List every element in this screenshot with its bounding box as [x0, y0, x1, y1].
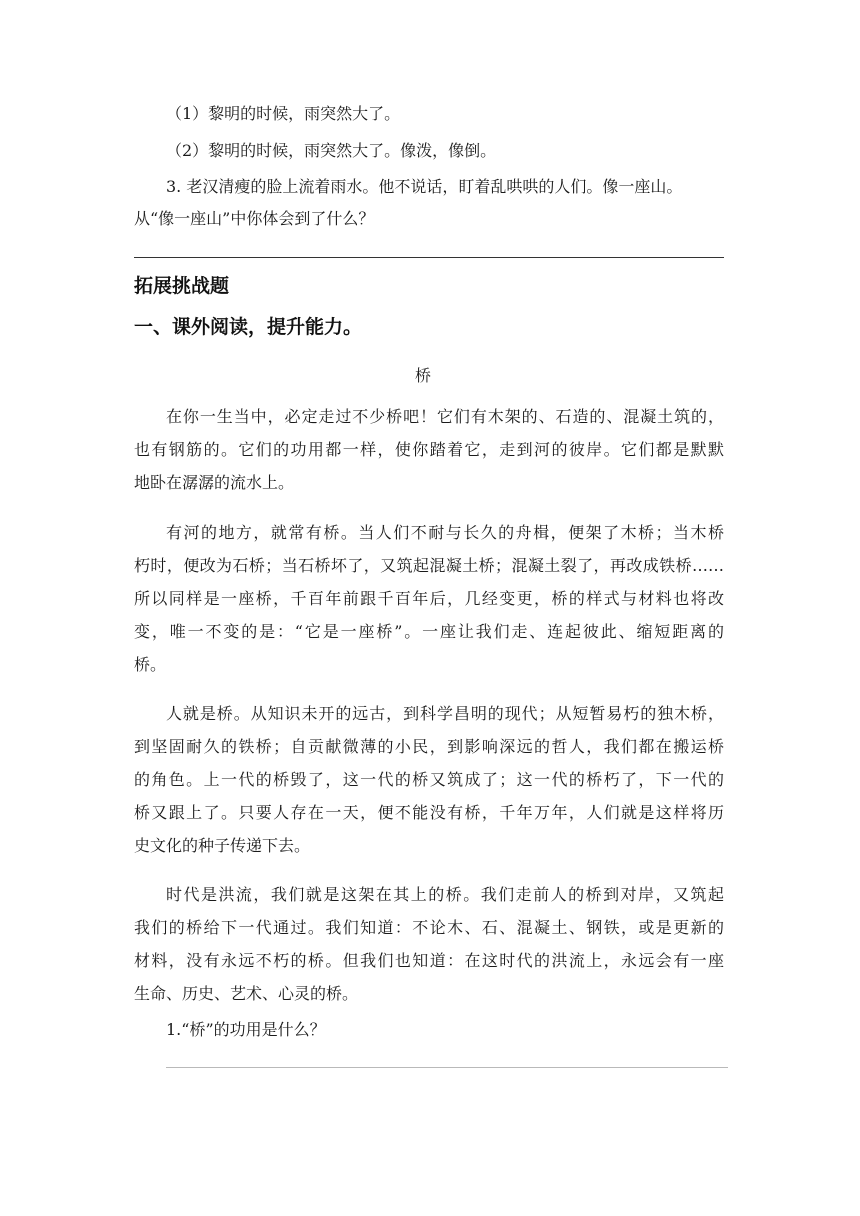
article-p3-line-2: 到坚固耐久的铁桥；自贡献微薄的小民，到影响深远的哲人，我们都在搬运桥: [134, 737, 724, 756]
article-title: 桥: [415, 366, 432, 385]
answer-line-q3: [134, 257, 724, 258]
item-2-text: （2）黎明的时候，雨突然大了。像泼，像倒。: [166, 141, 497, 160]
question-1-text: 1.“桥”的功用是什么？: [166, 1020, 326, 1039]
article-p4-line-2: 我们的桥给下一代通过。我们知道：不论木、石、混凝土、钢铁，或是更新的: [134, 918, 724, 937]
item-1-text: （1）黎明的时候，雨突然大了。: [166, 104, 401, 123]
question-3-line-1: 3. 老汉清瘦的脸上流着雨水。他不说话，盯着乱哄哄的人们。像一座山。: [166, 177, 683, 196]
article-p1-line-3: 地卧在潺潺的流水上。: [134, 473, 295, 492]
question-3-line-2: 从“像一座山”中你体会到了什么？: [134, 209, 375, 228]
article-p4-line-4: 生命、历史、艺术、心灵的桥。: [134, 984, 359, 1003]
article-p2-line-2: 朽时，便改为石桥；当石桥坏了，又筑起混凝土桥；混凝土裂了，再改成铁桥……: [134, 556, 724, 575]
article-p2-line-5: 桥。: [134, 655, 167, 674]
section-title: 拓展挑战题: [134, 275, 230, 297]
article-p3-line-1: 人就是桥。从知识未开的远古，到科学昌明的现代；从短暂易朽的独木桥，: [166, 704, 724, 723]
article-p2-line-3: 所以同样是一座桥，千百年前跟千百年后，几经变更，桥的样式与材料也将改: [134, 589, 724, 608]
article-p4-line-1: 时代是洪流，我们就是这架在其上的桥。我们走前人的桥到对岸，又筑起: [166, 885, 724, 904]
article-p3-line-4: 桥又跟上了。只要人存在一天，便不能没有桥，千年万年，人们就是这样将历: [134, 803, 724, 822]
article-p4-line-3: 材料，没有永远不朽的桥。但我们也知道：在这时代的洪流上，永远会有一座: [134, 951, 724, 970]
article-p3-line-5: 史文化的种子传递下去。: [134, 836, 311, 855]
answer-line-q1: [166, 1067, 728, 1068]
article-p1-line-1: 在你一生当中，必定走过不少桥吧！它们有木架的、石造的、混凝土筑的，: [166, 407, 724, 426]
part-title: 一、课外阅读，提升能力。: [134, 316, 363, 338]
article-p2-line-1: 有河的地方，就常有桥。当人们不耐与长久的舟楫，便架了木桥；当木桥: [166, 523, 724, 542]
article-p3-line-3: 的角色。上一代的桥毁了，这一代的桥又筑成了；这一代的桥朽了，下一代的: [134, 770, 724, 789]
article-p1-line-2: 也有钢筋的。它们的功用都一样，使你踏着它，走到河的彼岸。它们都是默默: [134, 440, 724, 459]
article-p2-line-4: 变，唯一不变的是：“它是一座桥”。一座让我们走、连起彼此、缩短距离的: [134, 622, 724, 641]
